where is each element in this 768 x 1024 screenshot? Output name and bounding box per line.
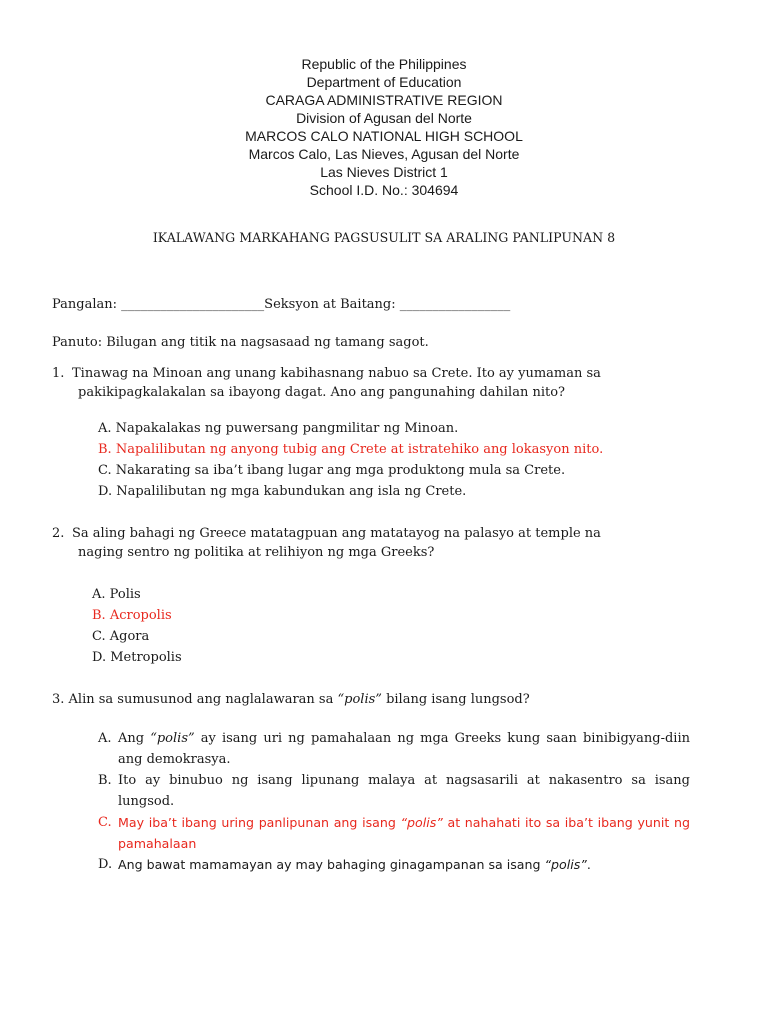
header-division: Division of Agusan del Norte xyxy=(296,110,472,126)
option-letter: C. xyxy=(98,815,112,830)
question-1 xyxy=(52,364,692,402)
option-2d[interactable]: D. Metropolis xyxy=(92,650,182,665)
option-letter: D. xyxy=(98,857,113,872)
question-2 xyxy=(52,524,692,562)
question-stem-line: naging sentro ng politika at relihiyon ng mga Greeks? xyxy=(78,545,435,560)
polis-term: “polis” xyxy=(150,731,195,746)
header-school-name: MARCOS CALO NATIONAL HIGH SCHOOL xyxy=(245,128,523,144)
question-stem: bilang isang lungsod? xyxy=(386,692,530,707)
option-3d[interactable] xyxy=(98,854,690,875)
question-stem-line: pakikipagkalakalan sa ibayong dagat. Ano ang pangunahing dahilan nito? xyxy=(78,385,566,400)
header-district: Las Nieves District 1 xyxy=(320,164,448,180)
header-department: Department of Education xyxy=(306,74,462,90)
question-stem: Alin sa sumusunod ang naglalawaran sa xyxy=(68,692,334,707)
question-stem-line: Tinawag na Minoan ang unang kabihasnang nabuo sa Crete. Ito ay yumaman sa xyxy=(72,366,601,381)
student-info-line xyxy=(52,294,510,315)
exam-title: IKALAWANG MARKAHANG PAGSUSULIT SA ARALING PANLIPUNAN 8 xyxy=(152,230,616,245)
question-number: 3. xyxy=(52,692,65,707)
question-stem-line: Sa aling bahagi ng Greece matatagpuan ang matatayog na palasyo at temple na xyxy=(72,526,601,541)
option-text: at nahahati ito sa iba’t ibang yunit ng pamahalaan xyxy=(118,815,690,851)
option-3c-answer[interactable] xyxy=(98,812,690,854)
question-number: 1. xyxy=(52,366,65,381)
option-text: . xyxy=(586,857,591,872)
option-letter: A. xyxy=(98,731,112,746)
header-school-id: School I.D. No.: 304694 xyxy=(309,182,459,198)
option-2a[interactable]: A. Polis xyxy=(92,587,141,602)
instructions: Panuto: Bilugan ang titik na nagsasaad ng tamang sagot. xyxy=(52,335,429,350)
header-region: CARAGA ADMINISTRATIVE REGION xyxy=(265,92,503,108)
name-label: Pangalan: xyxy=(52,297,118,312)
option-text: Ang xyxy=(118,731,145,746)
option-letter: B. xyxy=(98,773,112,788)
polis-term: “polis” xyxy=(400,815,443,830)
option-3b[interactable] xyxy=(98,770,690,812)
header-address: Marcos Calo, Las Nieves, Agusan del Norte xyxy=(248,146,520,162)
header-republic: Republic of the Philippines xyxy=(301,56,467,72)
option-text: May iba’t ibang uring panlipunan ang isang xyxy=(118,815,396,830)
option-1c[interactable]: C. Nakarating sa iba’t ibang lugar ang mga produktong mula sa Crete. xyxy=(98,463,566,478)
polis-term: “polis” xyxy=(337,692,382,707)
option-1a[interactable]: A. Napakalakas ng puwersang pangmilitar ng Minoan. xyxy=(98,421,459,436)
section-field[interactable]: _________________ xyxy=(399,297,511,312)
option-text: ay isang uri ng pamahalaan ng mga Greeks kung saan binibigyang-diin ang demokrasya. xyxy=(118,731,690,767)
option-text: Ang bawat mamamayan ay may bahaging ginagampanan sa isang xyxy=(118,857,541,872)
name-field[interactable]: ______________________ xyxy=(121,297,265,312)
polis-term: “polis” xyxy=(544,857,587,872)
option-2c[interactable]: C. Agora xyxy=(92,629,150,644)
option-2b-answer[interactable]: B. Acropolis xyxy=(92,608,172,623)
option-text: Ito ay binubuo ng isang lipunang malaya at nagsasarili at nakasentro sa isang lungsod. xyxy=(118,773,690,809)
option-1b-answer[interactable]: B. Napalilibutan ng anyong tubig ang Crete at istratehiko ang lokasyon nito. xyxy=(98,442,604,457)
section-label: Seksyon at Baitang: xyxy=(264,297,396,312)
question-3 xyxy=(52,689,530,710)
question-number: 2. xyxy=(52,526,65,541)
option-3a[interactable] xyxy=(98,728,690,770)
option-1d[interactable]: D. Napalilibutan ng mga kabundukan ang isla ng Crete. xyxy=(98,484,467,499)
